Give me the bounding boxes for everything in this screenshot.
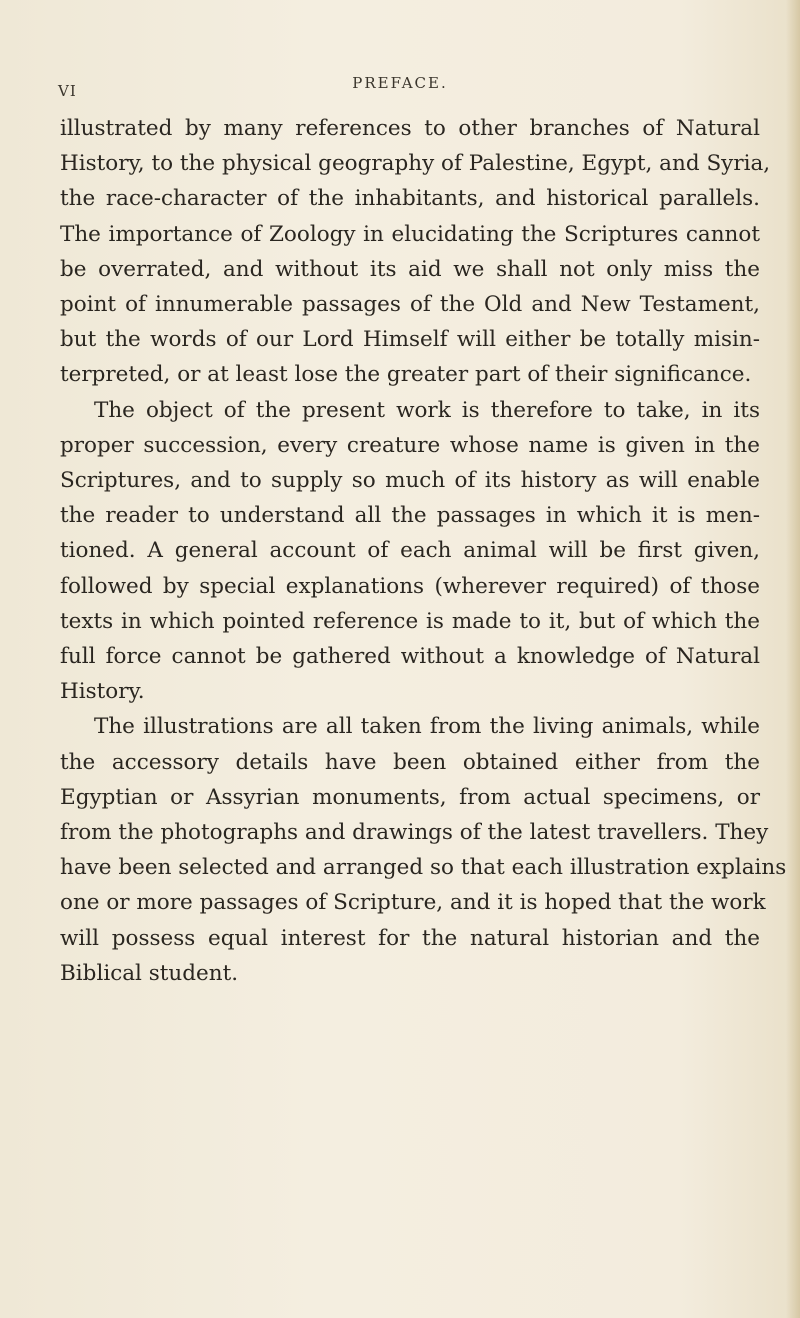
text-line: be overrated, and without its aid we shall not only miss the bbox=[60, 256, 760, 282]
text-line: Biblical student. bbox=[60, 960, 239, 986]
text-line: texts in which pointed reference is made to it, but of which the bbox=[60, 608, 760, 634]
text-line: Egyptian or Assyrian monuments, from actual specimens, or bbox=[60, 784, 760, 810]
text-line: will possess equal interest for the natural historian and the bbox=[60, 925, 760, 951]
text-line: the race-character of the inhabitants, and historical parallels. bbox=[60, 186, 760, 212]
text-line: History. bbox=[60, 679, 145, 705]
text-line: Scriptures, and to supply so much of its history as will enable bbox=[60, 468, 760, 494]
text-line: but the words of our Lord Himself will either be totally misin- bbox=[60, 327, 760, 353]
text-line: History, to the physical geography of Palestine, Egypt, and Syria, bbox=[60, 151, 771, 177]
running-title: PREFACE. bbox=[352, 74, 448, 92]
text-line: The illustrations are all taken from the living animals, while bbox=[94, 714, 760, 740]
text-line: point of innumerable passages of the Old and New Testament, bbox=[60, 292, 760, 318]
text-line: proper succession, every creature whose name is given in the bbox=[60, 432, 760, 458]
text-line: the reader to understand all the passages in which it is men- bbox=[60, 503, 760, 529]
page-edge-shadow bbox=[786, 0, 800, 1318]
text-line: The importance of Zoology in elucidating the Scriptures cannot bbox=[60, 221, 760, 247]
text-line: have been selected and arranged so that each illustration explains bbox=[60, 855, 787, 881]
text-line: tioned. A general account of each animal will be first given, bbox=[60, 538, 760, 564]
text-line: the accessory details have been obtained either from the bbox=[60, 749, 760, 775]
text-line: followed by special explanations (wherever required) of those bbox=[60, 573, 760, 599]
text-line: full force cannot be gathered without a knowledge of Natural bbox=[60, 644, 760, 670]
text-line: one or more passages of Scripture, and it is hoped that the work bbox=[60, 890, 766, 916]
text-line: terpreted, or at least lose the greater part of their significance. bbox=[60, 362, 752, 388]
text-line: from the photographs and drawings of the latest travellers. They bbox=[60, 820, 769, 846]
body-text bbox=[60, 111, 787, 991]
page-header bbox=[0, 74, 800, 98]
page-number: VI bbox=[58, 82, 77, 100]
text-line: illustrated by many references to other branches of Natural bbox=[60, 116, 760, 141]
text-line: The object of the present work is therefore to take, in its bbox=[94, 397, 760, 423]
